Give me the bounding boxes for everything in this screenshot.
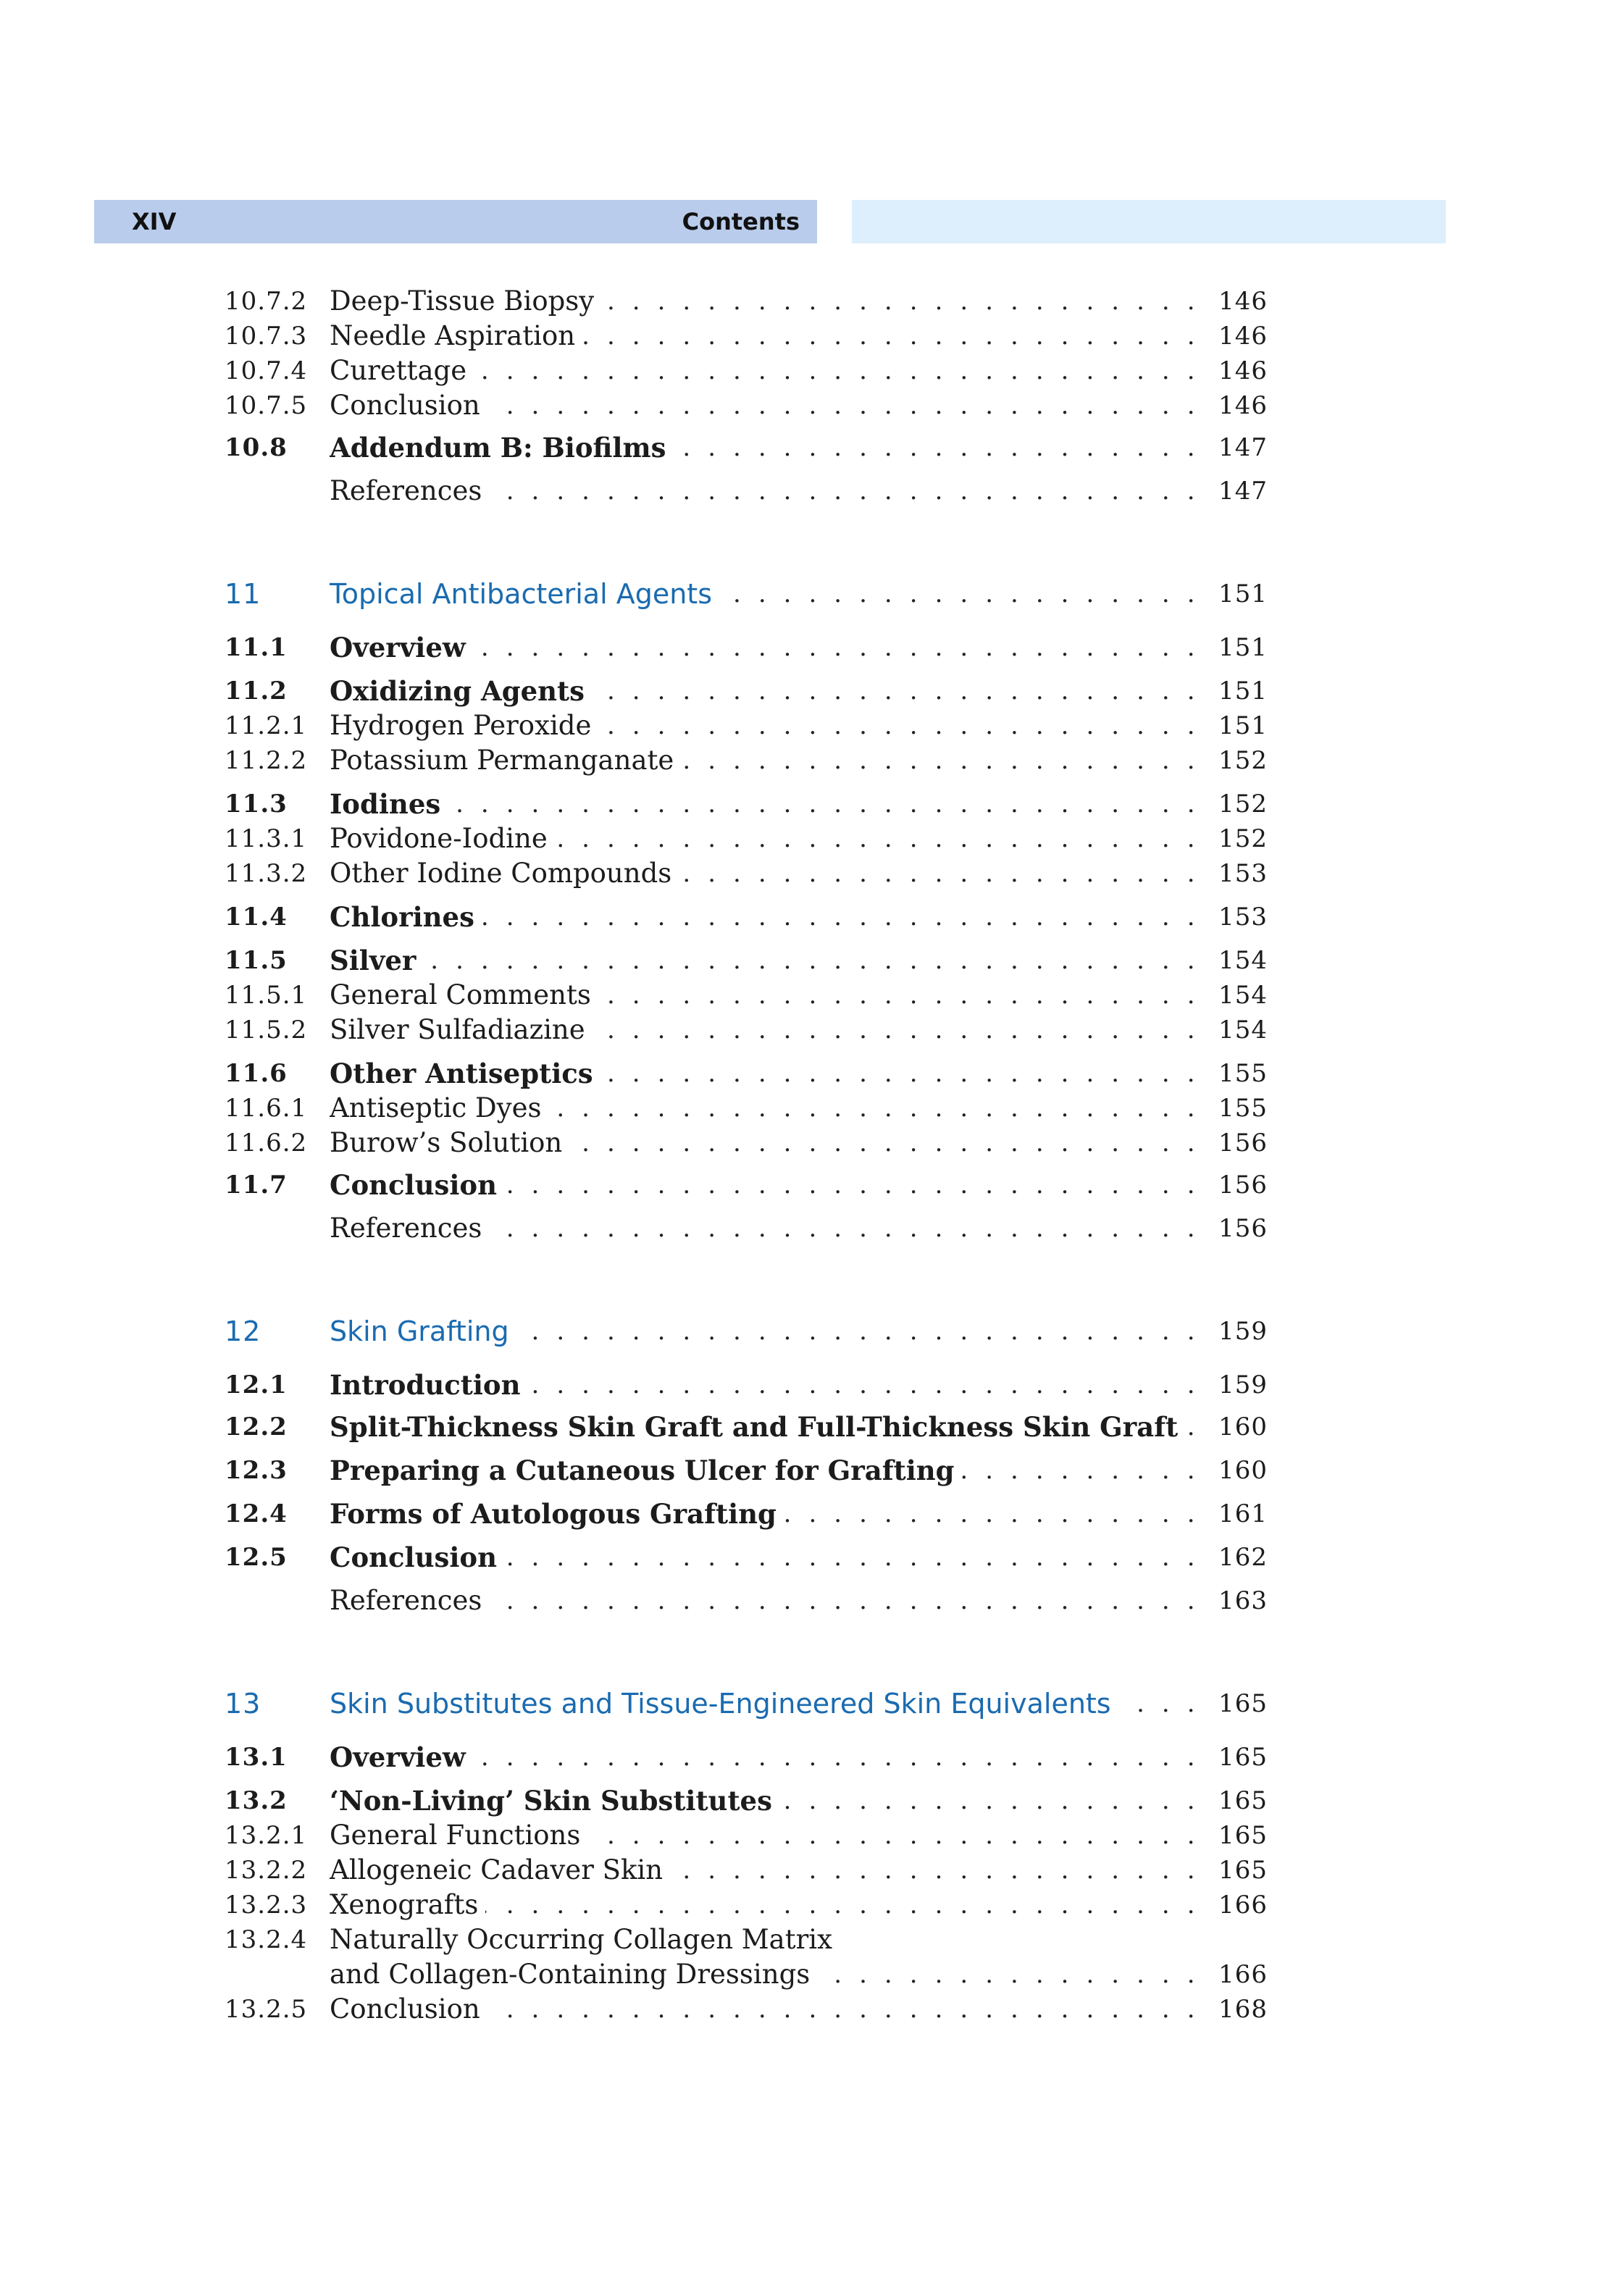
toc-entry-title — [330, 387, 1212, 424]
toc-entry[interactable] — [0, 785, 1624, 823]
toc-entry-page: 151 — [1218, 579, 1268, 608]
toc-entry[interactable] — [0, 1738, 1624, 1776]
toc-entry[interactable] — [0, 1991, 1624, 2028]
toc-entry-title-text: Burow’s Solution — [330, 1127, 569, 1158]
toc-entry-title-text: Allogeneic Cadaver Skin — [330, 1854, 670, 1885]
toc-entry-number: 11.6 — [225, 1059, 288, 1088]
toc-entry-title-text: and Collagen-Containing Dressings — [330, 1959, 817, 1990]
toc-entry[interactable] — [0, 1921, 1624, 1959]
toc-entry-title-text: Other Iodine Compounds — [330, 858, 679, 889]
toc-entry-number: 11.1 — [225, 633, 288, 662]
toc-entry-page: 162 — [1218, 1543, 1268, 1572]
toc-entry-page: 155 — [1218, 1059, 1268, 1088]
toc-entry-title — [330, 1582, 1212, 1620]
toc-entry-title-text: References — [330, 475, 489, 506]
toc-entry[interactable] — [0, 629, 1624, 666]
toc-entry-page: 152 — [1218, 824, 1268, 853]
toc-entry[interactable] — [0, 1539, 1624, 1576]
toc-entry-title-text: Conclusion — [330, 390, 487, 421]
toc-entry-number: 11.3.2 — [225, 859, 308, 888]
toc-entry-page: 151 — [1218, 677, 1268, 706]
toc-entry[interactable] — [0, 1495, 1624, 1533]
toc-entry-number: 11.5.2 — [225, 1016, 308, 1045]
toc-entry-title-text: Iodines — [330, 788, 448, 820]
toc-entry[interactable] — [0, 1408, 1624, 1446]
toc-entry-page: 168 — [1218, 1995, 1268, 2024]
toc-entry-title-text: References — [330, 1585, 489, 1616]
toc-entry-title — [330, 1366, 1212, 1404]
toc-entry-page: 165 — [1218, 1821, 1268, 1850]
toc-entry[interactable] — [0, 1886, 1624, 1924]
toc-entry-page: 146 — [1218, 356, 1268, 385]
toc-entry-number: 12.3 — [225, 1456, 288, 1485]
dot-leader — [330, 785, 1212, 823]
toc-entry-page: 154 — [1218, 981, 1268, 1010]
toc-entry-page: 151 — [1218, 633, 1268, 662]
toc-entry-title-text: Skin Substitutes and Tissue-Engineered Skin Equivalents — [330, 1688, 1118, 1720]
toc-entry-number: 11.3 — [225, 790, 288, 819]
toc-entry-page: 154 — [1218, 946, 1268, 975]
toc-entry-title — [330, 282, 1212, 320]
toc-entry-title — [330, 1313, 1212, 1350]
toc-entry-title-text: Povidone-Iodine — [330, 823, 555, 854]
toc-entry[interactable] — [0, 1956, 1624, 1993]
toc-entry-title — [330, 1685, 1212, 1722]
toc-entry-title-text: Skin Grafting — [330, 1315, 516, 1347]
toc-entry-page: 160 — [1218, 1412, 1268, 1441]
toc-entry-title-text: Naturally Occurring Collagen Matrix — [330, 1924, 840, 1955]
toc-entry-title — [330, 742, 1212, 779]
toc-entry-title-text: Addendum B: Biofilms — [330, 432, 673, 464]
toc-entry-title — [330, 1210, 1212, 1247]
toc-entry-title — [330, 785, 1212, 823]
toc-entry[interactable] — [0, 898, 1624, 936]
toc-entry-title — [330, 1495, 1212, 1533]
toc-entry-page: 165 — [1218, 1743, 1268, 1772]
toc-entry-title — [330, 1452, 1212, 1489]
toc-entry-page: 152 — [1218, 790, 1268, 819]
toc-entry-number: 12.5 — [225, 1543, 288, 1572]
toc-entry[interactable] — [0, 429, 1624, 466]
toc-entry-title — [330, 352, 1212, 390]
toc-entry-title — [330, 1886, 1212, 1924]
toc-entry-number: 11.6.2 — [225, 1129, 308, 1158]
toc-entry-title — [330, 1956, 1212, 1993]
toc-entry-title-text: Curettage — [330, 355, 474, 386]
toc-entry-number: 11.2.1 — [225, 711, 308, 740]
toc-entry-title-text: Other Antiseptics — [330, 1058, 600, 1089]
page-number-label: XIV — [132, 208, 177, 235]
toc-entry-title-text: General Functions — [330, 1820, 587, 1851]
toc-entry-page: 146 — [1218, 322, 1268, 351]
toc-entry[interactable] — [0, 855, 1624, 892]
toc-entry[interactable] — [0, 1851, 1624, 1889]
toc-entry-title-text: Potassium Permanganate — [330, 745, 681, 776]
toc-entry-title-text: General Comments — [330, 979, 598, 1010]
toc-entry-title — [330, 1124, 1212, 1162]
toc-entry-page: 156 — [1218, 1171, 1268, 1200]
toc-entry[interactable] — [0, 1055, 1624, 1092]
toc-entry-number: 13 — [225, 1688, 261, 1720]
toc-entry-number: 10.7.4 — [225, 356, 308, 385]
toc-entry[interactable] — [0, 352, 1624, 390]
toc-entry[interactable] — [0, 1782, 1624, 1820]
toc-entry[interactable] — [0, 976, 1624, 1014]
toc-entry[interactable] — [0, 1817, 1624, 1854]
toc-entry-title-text: Forms of Autologous Grafting — [330, 1498, 784, 1530]
toc-entry-number: 10.7.5 — [225, 391, 308, 420]
toc-entry-title — [330, 1055, 1212, 1092]
toc-entry-number: 11.2.2 — [225, 746, 308, 775]
toc-entry-page: 152 — [1218, 746, 1268, 775]
toc-entry-number: 12.4 — [225, 1499, 288, 1528]
toc-entry-title-text: ‘Non-Living’ Skin Substitutes — [330, 1785, 779, 1817]
toc-entry-page: 155 — [1218, 1094, 1268, 1123]
toc-entry-title — [330, 317, 1212, 355]
toc-entry-number: 11.5 — [225, 946, 288, 975]
toc-entry[interactable] — [0, 707, 1624, 745]
toc-entry-title — [330, 942, 1212, 979]
toc-entry-title-text: Silver — [330, 945, 423, 976]
toc-entry-title-text: Topical Antibacterial Agents — [330, 578, 719, 610]
toc-entry[interactable] — [0, 282, 1624, 320]
dot-leader — [330, 942, 1212, 979]
toc-entry[interactable] — [0, 1452, 1624, 1489]
toc-entry-title — [330, 1738, 1212, 1776]
toc-entry-number: 13.2.2 — [225, 1856, 308, 1885]
toc-entry[interactable] — [0, 1166, 1624, 1204]
toc-entry-title — [330, 472, 1212, 510]
toc-entry-number: 12 — [225, 1315, 261, 1347]
toc-entry-title-text: References — [330, 1213, 489, 1244]
toc-entry-page: 165 — [1218, 1786, 1268, 1815]
toc-entry-title — [330, 1011, 1212, 1049]
toc-entry[interactable] — [0, 742, 1624, 779]
toc-entry-title-text: Introduction — [330, 1369, 528, 1401]
toc-entry-page: 147 — [1218, 433, 1268, 462]
toc-entry-title-text: Deep-Tissue Biopsy — [330, 285, 601, 317]
toc-entry-title-text: Hydrogen Peroxide — [330, 710, 598, 741]
toc-entry-title — [330, 1089, 1212, 1127]
toc-entry-number: 12.2 — [225, 1412, 288, 1441]
toc-entry-number: 13.1 — [225, 1743, 288, 1772]
toc-entry[interactable] — [0, 1089, 1624, 1127]
toc-entry-number: 10.7.2 — [225, 287, 308, 316]
running-header-title: Contents — [682, 208, 800, 235]
toc-entry-page: 165 — [1218, 1689, 1268, 1718]
toc-entry-title-text: Split-Thickness Skin Graft and Full-Thickness Skin Graft — [330, 1411, 1185, 1443]
toc-entry[interactable] — [0, 575, 1624, 613]
toc-entry-title-text: Conclusion — [330, 1541, 504, 1573]
toc-entry-title-text: Oxidizing Agents — [330, 675, 592, 707]
toc-entry-page: 154 — [1218, 1016, 1268, 1045]
toc-entry-number: 11.4 — [225, 903, 288, 932]
toc-entry-title — [330, 1851, 1212, 1889]
toc-entry[interactable] — [0, 472, 1624, 510]
toc-entry-title — [330, 1817, 1212, 1854]
toc-entry-page: 161 — [1218, 1499, 1268, 1528]
toc-entry-title — [330, 855, 1212, 892]
toc-entry-title — [330, 976, 1212, 1014]
toc-entry-page: 166 — [1218, 1891, 1268, 1920]
toc-entry-title — [330, 1921, 1212, 1959]
toc-entry[interactable] — [0, 1210, 1624, 1247]
toc-entry-number: 11.2 — [225, 677, 288, 706]
toc-entry-number: 11.6.1 — [225, 1094, 308, 1123]
toc-entry-title — [330, 1539, 1212, 1576]
toc-entry-page: 156 — [1218, 1214, 1268, 1243]
toc-entry[interactable] — [0, 1582, 1624, 1620]
toc-entry-title — [330, 1782, 1212, 1820]
toc-entry-number: 13.2 — [225, 1786, 288, 1815]
toc-entry[interactable] — [0, 317, 1624, 355]
toc-entry-page: 166 — [1218, 1960, 1268, 1989]
toc-entry-page: 156 — [1218, 1129, 1268, 1158]
toc-entry-title-text: Overview — [330, 1741, 473, 1773]
toc-entry-page: 153 — [1218, 903, 1268, 932]
toc-entry[interactable] — [0, 1124, 1624, 1162]
toc-entry-page: 153 — [1218, 859, 1268, 888]
toc-entry-number: 12.1 — [225, 1370, 288, 1399]
toc-entry[interactable] — [0, 942, 1624, 979]
toc-entry-number: 11.7 — [225, 1171, 288, 1200]
toc-entry[interactable] — [0, 1366, 1624, 1404]
toc-entry-page: 165 — [1218, 1856, 1268, 1885]
toc-entry-number: 10.8 — [225, 433, 288, 462]
toc-entry-page: 163 — [1218, 1586, 1268, 1615]
toc-entry-number: 11.5.1 — [225, 981, 308, 1010]
toc-entry-page: 151 — [1218, 711, 1268, 740]
toc-entry-number: 13.2.5 — [225, 1995, 308, 2024]
toc-entry-title — [330, 1408, 1212, 1446]
toc-entry-page: 160 — [1218, 1456, 1268, 1485]
toc-entry[interactable] — [0, 820, 1624, 858]
toc-entry[interactable] — [0, 1313, 1624, 1350]
toc-entry-title — [330, 429, 1212, 466]
toc-entry-title — [330, 1991, 1212, 2028]
toc-entry-page: 159 — [1218, 1370, 1268, 1399]
toc-entry-title — [330, 820, 1212, 858]
toc-entry[interactable] — [0, 1011, 1624, 1049]
toc-entry[interactable] — [0, 1685, 1624, 1722]
toc-entry-title — [330, 1166, 1212, 1204]
toc-entry-number: 13.2.3 — [225, 1891, 308, 1920]
toc-entry-title-text: Chlorines — [330, 901, 482, 933]
toc-entry-page: 146 — [1218, 391, 1268, 420]
toc-entry-title — [330, 629, 1212, 666]
toc-entry-title — [330, 707, 1212, 745]
toc-entry-title-text: Xenografts — [330, 1889, 485, 1920]
toc-entry-title-text: Conclusion — [330, 1993, 487, 2025]
toc-entry[interactable] — [0, 672, 1624, 710]
toc-entry-number: 10.7.3 — [225, 322, 308, 351]
toc-entry-number: 13.2.1 — [225, 1821, 308, 1850]
toc-entry-title-text: Silver Sulfadiazine — [330, 1014, 593, 1045]
toc-entry-page: 159 — [1218, 1317, 1268, 1346]
toc-entry-title-text: Preparing a Cutaneous Ulcer for Grafting — [330, 1454, 962, 1486]
toc-entry-page: 146 — [1218, 287, 1268, 316]
toc-entry[interactable] — [0, 387, 1624, 424]
toc-entry-title-text: Antiseptic Dyes — [330, 1092, 548, 1123]
toc-entry-title-text: Needle Aspiration — [330, 320, 582, 351]
toc-entry-number: 11.3.1 — [225, 824, 308, 853]
toc-entry-title — [330, 575, 1212, 613]
toc-entry-title — [330, 672, 1212, 710]
toc-entry-title-text: Overview — [330, 632, 473, 664]
toc-entry-title — [330, 898, 1212, 936]
toc-entry-number: 11 — [225, 578, 261, 610]
toc-entry-page: 147 — [1218, 477, 1268, 506]
toc-entry-number: 13.2.4 — [225, 1925, 308, 1954]
toc-entry-title-text: Conclusion — [330, 1169, 504, 1201]
